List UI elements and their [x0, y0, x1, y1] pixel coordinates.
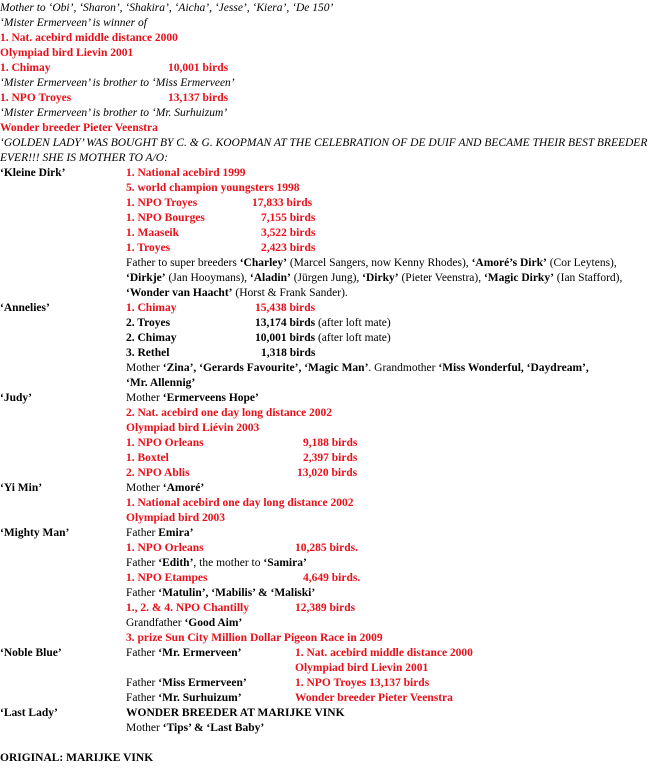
text-span: ‘Good Aim’	[184, 617, 243, 629]
annelies-family-text	[126, 361, 596, 391]
text-span: 10,001 birds	[255, 332, 316, 344]
text-span: (Horst & Frank Sander).	[232, 287, 348, 299]
text-span: , the mother to	[193, 557, 264, 569]
text-span: Father	[126, 587, 159, 599]
text-span: ‘Aladin’	[249, 272, 291, 284]
text-span: (Pieter Veenstra),	[398, 272, 484, 284]
text-span: Grandfather	[126, 617, 185, 629]
text-span: ‘Dirky’	[362, 272, 399, 284]
text-span: ‘Amoré’s Dirk’	[471, 257, 547, 269]
text-span: 13,174 birds	[255, 317, 316, 329]
text-span: (Jan Hooymans),	[165, 272, 250, 284]
text-span: (Ian Stafford),	[553, 272, 623, 284]
race-name: 1. NPO Troyes	[126, 197, 198, 209]
mighty-man-grandfather	[126, 616, 242, 631]
intro-troyes-birds: 13,137 birds	[168, 92, 229, 104]
entry-name-noble-blue: ‘Noble Blue’	[0, 647, 62, 659]
result-line: 2. Nat. acebird one day long distance 2002	[126, 407, 333, 419]
intro-chimay-birds: 10,001 birds	[168, 62, 229, 74]
text-span: Father	[126, 677, 159, 689]
race-name: 2. NPO Ablis	[126, 467, 190, 479]
entry-name-kleine-dirk: ‘Kleine Dirk’	[0, 167, 66, 179]
noble-blue-father-3	[126, 691, 242, 706]
result-line: 1. National acebird 1999	[126, 167, 246, 179]
race-birds: 15,438 birds	[255, 302, 316, 314]
intro-brother-mr: ‘Mister Ermerveen’ is brother to ‘Mr. Surhuizum’	[0, 107, 228, 119]
race-name: 1. NPO Etampes	[126, 572, 208, 584]
text-span: Mother	[126, 392, 163, 404]
text-span: . Grandmother	[368, 362, 439, 374]
intro-golden-lady: ‘GOLDEN LADY’ WAS BOUGHT BY C. & G. KOOPMAN AT THE CELEBRATION OF DE DUIF AND BECAME THEIR BEST BREEDER EVER!!! SHE IS MOTHER TO A/O:	[0, 137, 648, 164]
race-birds-with-note	[255, 331, 391, 346]
race-birds: 7,155 birds	[261, 212, 316, 224]
intro-acebird: 1. Nat. acebird middle distance 2000	[0, 32, 178, 44]
judy-mother	[126, 391, 259, 406]
race-name: 2. Chimay	[126, 332, 177, 344]
last-lady-mother	[126, 721, 264, 736]
text-span: ‘Wonder van Haacht’	[126, 287, 233, 299]
entry-name-mighty-man: ‘Mighty Man’	[0, 527, 70, 539]
result-line: 3. prize Sun City Million Dollar Pigeon Race in 2009	[126, 632, 383, 644]
yi-min-mother	[126, 481, 204, 496]
race-birds: 2,397 birds	[303, 452, 358, 464]
intro-brother-miss: ‘Mister Ermerveen’ is brother to ‘Miss Ermerveen’	[0, 77, 235, 89]
text-span: ‘Charley’	[239, 257, 287, 269]
race-name: 1. Troyes	[126, 242, 171, 254]
text-span: (Marcel Sangers, now Kenny Rhodes),	[286, 257, 472, 269]
race-name: 1., 2. & 4. NPO Chantilly	[126, 602, 249, 614]
result-line: 5. world champion youngsters 1998	[126, 182, 300, 194]
mighty-man-father	[126, 526, 193, 541]
kleine-dirk-offspring-text	[126, 256, 626, 301]
text-span: ‘Miss Wonderful, ‘Daydream’, ‘Mr. Allennig’	[126, 362, 589, 389]
race-name: 1. Boxtel	[126, 452, 169, 464]
race-birds: 9,188 birds	[303, 437, 358, 449]
entry-name-yi-min: ‘Yi Min’	[0, 482, 43, 494]
entry-name-judy: ‘Judy’	[0, 392, 32, 404]
text-span: (after loft mate)	[315, 332, 391, 344]
text-span: (Cor Leytens),	[546, 257, 617, 269]
noble-blue-father-1	[126, 646, 242, 661]
entry-name-annelies: ‘Annelies’	[0, 302, 50, 314]
intro-wonder-breeder: Wonder breeder Pieter Veenstra	[0, 122, 158, 134]
result-line: Olympiad bird Lievin 2001	[295, 662, 429, 674]
result-line: WONDER BREEDER AT MARIJKE VINK	[126, 707, 345, 719]
intro-winner-of: ‘Mister Ermerveen’ is winner of	[0, 17, 147, 29]
result-line: Olympiad bird Liévin 2003	[126, 422, 260, 434]
intro-mother-to: Mother to ‘Obi’, ‘Sharon’, ‘Shakira’, ‘Aicha’, ‘Jesse’, ‘Kiera’, ‘De 150’	[0, 2, 334, 14]
result-line: 1. National acebird one day long distance 2002	[126, 497, 354, 509]
race-birds: 12,389 birds	[295, 602, 356, 614]
original-owner: ORIGINAL: MARIJKE VINK	[0, 752, 154, 764]
race-name: 2. Troyes	[126, 317, 171, 329]
text-span: ‘Zina’, ‘Gerards Favourite’, ‘Magic Man’	[162, 362, 369, 374]
text-span: ‘Ermerveens Hope’	[162, 392, 259, 404]
race-birds: 3,522 birds	[261, 227, 316, 239]
text-span: Father	[126, 527, 159, 539]
text-span: ‘Mr. Ermerveen’	[158, 647, 242, 659]
result-line: 1. NPO Troyes 13,137 birds	[295, 677, 430, 689]
text-span: Father to super breeders	[126, 257, 240, 269]
race-name: 1. NPO Orleans	[126, 437, 204, 449]
text-span: Father	[126, 692, 159, 704]
text-span: Emira’	[158, 527, 194, 539]
race-birds-with-note	[255, 316, 391, 331]
race-name: 1. Maaseik	[126, 227, 180, 239]
text-span: (Jürgen Jung),	[290, 272, 363, 284]
text-span: Mother	[126, 722, 163, 734]
text-span: Mother	[126, 482, 163, 494]
race-birds: 17,833 birds	[252, 197, 313, 209]
race-birds: 4,649 birds.	[303, 572, 361, 584]
entry-name-last-lady: ‘Last Lady’	[0, 707, 58, 719]
text-span: ‘Amoré’	[162, 482, 205, 494]
race-birds: 2,423 birds	[261, 242, 316, 254]
intro-troyes-label: 1. NPO Troyes	[0, 92, 72, 104]
text-span: Father	[126, 557, 159, 569]
intro-chimay-label: 1. Chimay	[0, 62, 51, 74]
text-span: ‘Miss Ermerveen’	[158, 677, 247, 689]
result-line: Olympiad bird 2003	[126, 512, 226, 524]
race-name: 1. Chimay	[126, 302, 177, 314]
mighty-man-father-3	[126, 586, 315, 601]
race-name: 1. NPO Orleans	[126, 542, 204, 554]
mighty-man-father-2	[126, 556, 307, 571]
text-span: ‘Samira’	[263, 557, 307, 569]
intro-olympiad: Olympiad bird Lievin 2001	[0, 47, 134, 59]
result-line: Wonder breeder Pieter Veenstra	[295, 692, 453, 704]
text-span: Father	[126, 647, 159, 659]
race-name: 3. Rethel	[126, 347, 170, 359]
text-span: Mother	[126, 362, 163, 374]
text-span: ‘Dirkje’	[126, 272, 166, 284]
text-span: ‘Matulin’, ‘Mabilis’ & ‘Maliski’	[158, 587, 316, 599]
text-span: ‘Edith’	[158, 557, 194, 569]
text-span: ‘Tips’ & ‘Last Baby’	[162, 722, 265, 734]
race-birds: 13,020 birds	[297, 467, 358, 479]
result-line: 1. Nat. acebird middle distance 2000	[295, 647, 473, 659]
race-name: 1. NPO Bourges	[126, 212, 205, 224]
text-span: ‘Magic Dirky’	[483, 272, 554, 284]
text-span: ‘Mr. Surhuizum’	[158, 692, 242, 704]
race-birds: 10,285 birds.	[295, 542, 358, 554]
noble-blue-father-2	[126, 676, 247, 691]
text-span: (after loft mate)	[315, 317, 391, 329]
race-birds: 1,318 birds	[261, 347, 316, 359]
